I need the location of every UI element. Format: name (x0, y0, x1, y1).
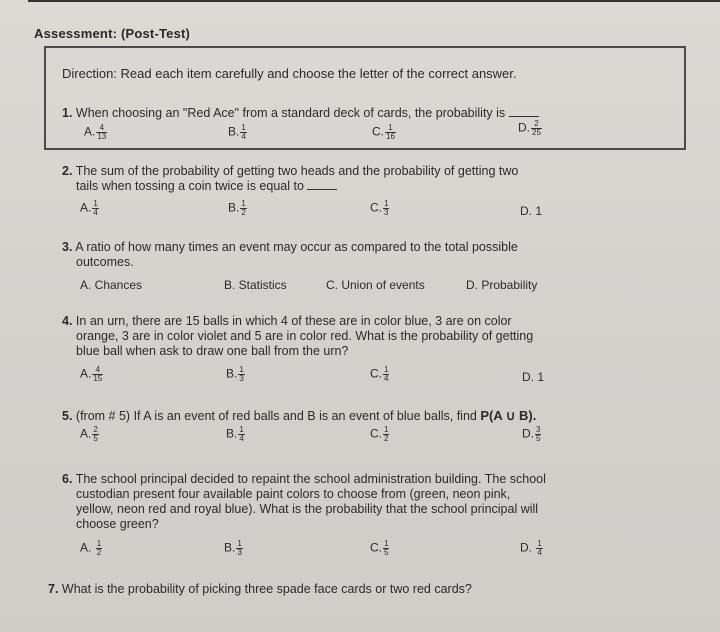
question-text-line1: The school principal decided to repaint the school administration building. The school (75, 472, 546, 486)
assessment-heading: Assessment: (Post-Test) (34, 26, 191, 41)
question-number: 3. (62, 240, 73, 254)
q5-option-c: C. $\frac{1}{2}$ (370, 425, 389, 443)
fraction: $\frac{1}{3}$ (237, 539, 242, 557)
fraction: $\frac{1}{4}$ (241, 123, 246, 141)
math-expression: P(A ∪ B). (480, 408, 537, 423)
fraction: $\frac{4}{15}$ (93, 365, 103, 383)
fraction: $\frac{4}{13}$ (97, 123, 107, 141)
question-7 (48, 582, 472, 597)
question-number: 7. (48, 582, 59, 596)
q2-option-c: C. $\frac{1}{3}$ (370, 199, 389, 217)
fraction: $\frac{3}{5}$ (536, 425, 541, 443)
q4-option-b: B. $\frac{1}{3}$ (226, 365, 244, 383)
fraction: $\frac{1}{3}$ (239, 365, 244, 383)
q4-option-c: C. $\frac{1}{4}$ (370, 365, 389, 383)
q5-option-a: A. $\frac{2}{5}$ (80, 425, 98, 443)
q3-option-c: C. Union of events (326, 278, 425, 292)
question-text: What is the probability of picking three spade face cards or two red cards? (61, 582, 472, 596)
fraction: $\frac{1}{5}$ (384, 539, 389, 557)
question-text-line3: yellow, neon red and royal blue). What is the probability that the school principal will (76, 502, 539, 516)
answer-blank (307, 179, 337, 190)
question-text-line3: blue ball when ask to draw one ball from the urn? (76, 344, 349, 358)
question-text-line2: orange, 3 are in color violet and 5 are in color red. What is the probability of getting (76, 329, 534, 343)
question-number: 5. (62, 409, 73, 423)
question-text-line4: choose green? (76, 517, 159, 531)
question-text-line2: tails when tossing a coin twice is equal to (76, 179, 304, 193)
fraction: $\frac{1}{4}$ (384, 365, 389, 383)
fraction: $\frac{1}{4}$ (239, 425, 244, 443)
q3-option-b: B. Statistics (224, 278, 287, 292)
question-text-line1: A ratio of how many times an event may occur as compared to the total possible (75, 240, 518, 254)
q1-option-a: A. $\frac{4}{13}$ (84, 123, 107, 141)
question-6 (62, 472, 546, 532)
fraction: $\frac{1}{3}$ (384, 199, 389, 217)
question-5 (62, 408, 536, 424)
q3-option-d: D. Probability (466, 278, 538, 292)
q1-option-b: B. $\frac{1}{4}$ (228, 123, 246, 141)
question-text-line1: In an urn, there are 15 balls in which 4 of these are in color blue, 3 are on color (75, 314, 512, 328)
question-text-line2: custodian present four available paint colors to choose from (green, neon pink, (76, 487, 511, 501)
question-4 (62, 314, 533, 359)
q5-option-d: D. $\frac{3}{5}$ (522, 425, 541, 443)
direction-text: Direction: Read each item carefully and choose the letter of the correct answer. (62, 66, 517, 81)
question-3 (62, 240, 518, 270)
q2-option-b: B. $\frac{1}{2}$ (228, 199, 246, 217)
question-number: 4. (62, 314, 73, 328)
q4-option-d: D. 1 (522, 370, 545, 384)
fraction: $\frac{1}{2}$ (384, 425, 389, 443)
question-number: 6. (62, 472, 73, 486)
q6-option-d: D. $\frac{1}{4}$ (520, 539, 542, 557)
fraction: $\frac{2}{25}$ (532, 119, 541, 137)
q6-option-c: C. $\frac{1}{5}$ (370, 539, 389, 557)
q1-option-d: D. $\frac{2}{25}$ (518, 119, 541, 137)
q2-option-a: A. $\frac{1}{4}$ (80, 199, 98, 217)
q1-option-c: C. $\frac{1}{16}$ (372, 123, 395, 141)
q3-option-a: A. Chances (80, 278, 143, 292)
question-text: (from # 5) If A is an event of red balls and B is an event of blue balls, find (75, 409, 477, 423)
question-1 (62, 106, 539, 121)
q2-option-d: D. 1 (520, 204, 543, 218)
q6-option-a: A. $\frac{1}{2}$ (80, 539, 102, 557)
fraction: $\frac{1}{2}$ (96, 539, 102, 557)
q6-option-b: B. $\frac{1}{3}$ (224, 539, 242, 557)
question-2 (62, 164, 518, 194)
fraction: $\frac{1}{4}$ (537, 539, 542, 557)
fraction: $\frac{1}{4}$ (93, 199, 98, 217)
top-border-line (28, 0, 720, 20)
question-number: 2. (62, 164, 73, 178)
q5-option-b: B. $\frac{1}{4}$ (226, 425, 244, 443)
question-number: 1. (62, 106, 73, 120)
fraction: $\frac{1}{16}$ (386, 123, 395, 141)
q4-option-a: A. $\frac{4}{15}$ (80, 365, 103, 383)
fraction: $\frac{2}{5}$ (93, 425, 98, 443)
question-text: When choosing an "Red Ace" from a standard deck of cards, the probability is (75, 106, 506, 120)
answer-blank (509, 106, 539, 117)
question-text-line2: outcomes. (76, 255, 134, 269)
question-text-line1: The sum of the probability of getting two heads and the probability of getting two (75, 164, 519, 178)
fraction: $\frac{1}{2}$ (241, 199, 246, 217)
direction-box (44, 46, 686, 150)
